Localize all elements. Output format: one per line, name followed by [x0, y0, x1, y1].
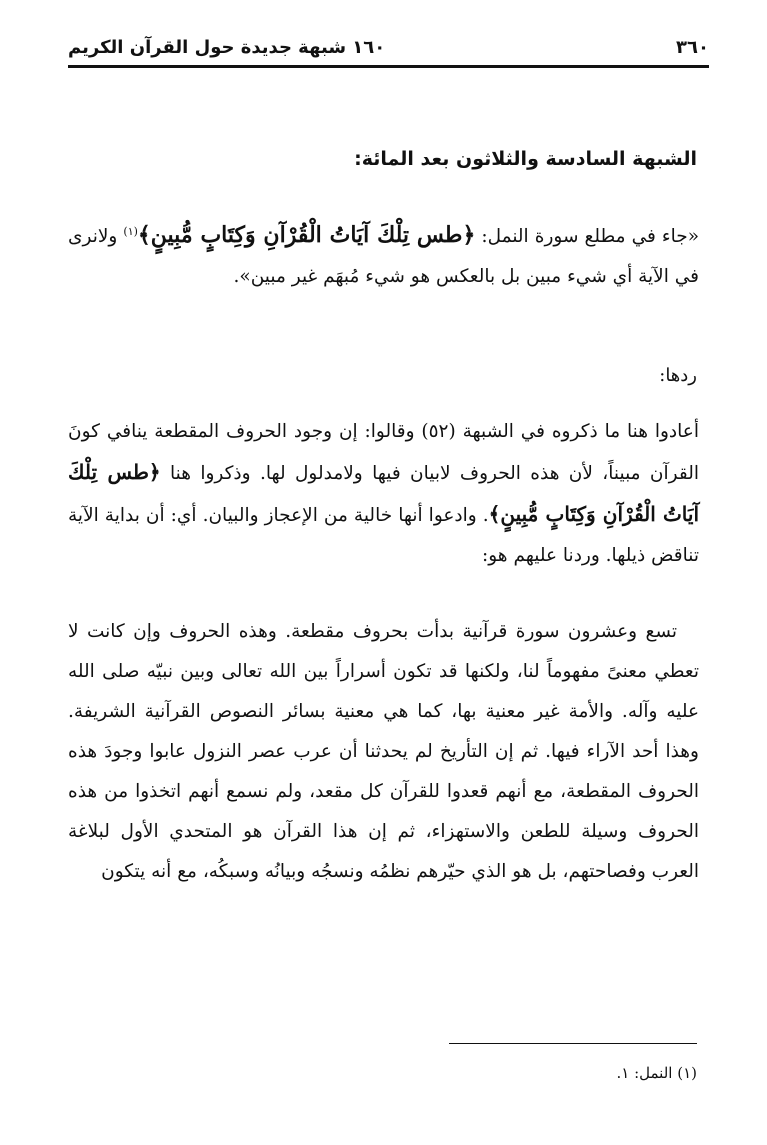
header-divider [68, 65, 709, 68]
reply-label: ردها: [659, 365, 697, 386]
book-title: ١٦٠ شبهة جديدة حول القرآن الكريم [68, 36, 386, 58]
quoted-claim [68, 212, 699, 297]
paragraph-1-part-b: . وادعوا أنها خالية من الإعجاز والبيان. أي: أن بداية الآية تناقض ذيلها. وردنا عليهم هو: [68, 505, 699, 566]
quote-lead: «جاء في مطلع سورة النمل: [475, 226, 700, 248]
section-heading: الشبهة السادسة والثلاثون بعد المائة: [354, 148, 697, 170]
footnote-divider [449, 1043, 697, 1044]
quran-verse-inline: ﴿طس تِلْكَ آيَاتُ الْقُرْآنِ وَكِتَابٍ مُّبِينٍ﴾ [68, 460, 700, 526]
paragraph-1-part-a: أعادوا هنا ما ذكروه في الشبهة (٥٢) وقالوا: إن وجود الحروف المقطعة ينافي كونَ القرآن مبيناً، لأن هذه الحروف لابيان فيها ولامدلول لها. وذكروا هنا [68, 421, 700, 484]
running-header [68, 34, 709, 60]
page-number: ٣٦٠ [676, 36, 709, 58]
quran-verse: ﴿طس تِلْكَ آيَاتُ الْقُرْآنِ وَكِتَابٍ مُّبِينٍ﴾ [137, 222, 476, 249]
footnote: (١) النمل: ١. [616, 1064, 697, 1082]
footnote-marker: (١) [123, 225, 138, 238]
paragraph-1 [68, 412, 699, 576]
paragraph-2: تسع وعشرون سورة قرآنية بدأت بحروف مقطعة. وهذه الحروف وإن كانت لا تعطي معنىً مفهوماً لنا، ولكنها قد تكون أسراراً بين الله تعالى وبين نبيّه صلى الله عليه وآله. والأمة غير معنية بها، كما هي معنية بسائر النصوص القرآنية الشريفة. وهذا أحد الآراء فيها. ثم إن التأريخ لم يحدثنا أن عرب عصر النزول عابوا وجودَ هذه الحروف المقطعة، مع أنهم قعدوا للقرآن كل مقعد، ولم نسمع أنهم اتخذوا من هذه الحروف وسيلة للطعن والاستهزاء، ثم إن هذا القرآن هو المتحدي الأول لبلاغة العرب وفصاحتهم، بل هو الذي حيّرهم نظمُه ونسجُه وبيانُه وسبكُه، مع أنه يتكون [68, 621, 699, 882]
quote-rest: ولانرى في الآية أي شيء مبين بل بالعكس هو شيء مُبهَم غير مبين». [68, 226, 699, 288]
